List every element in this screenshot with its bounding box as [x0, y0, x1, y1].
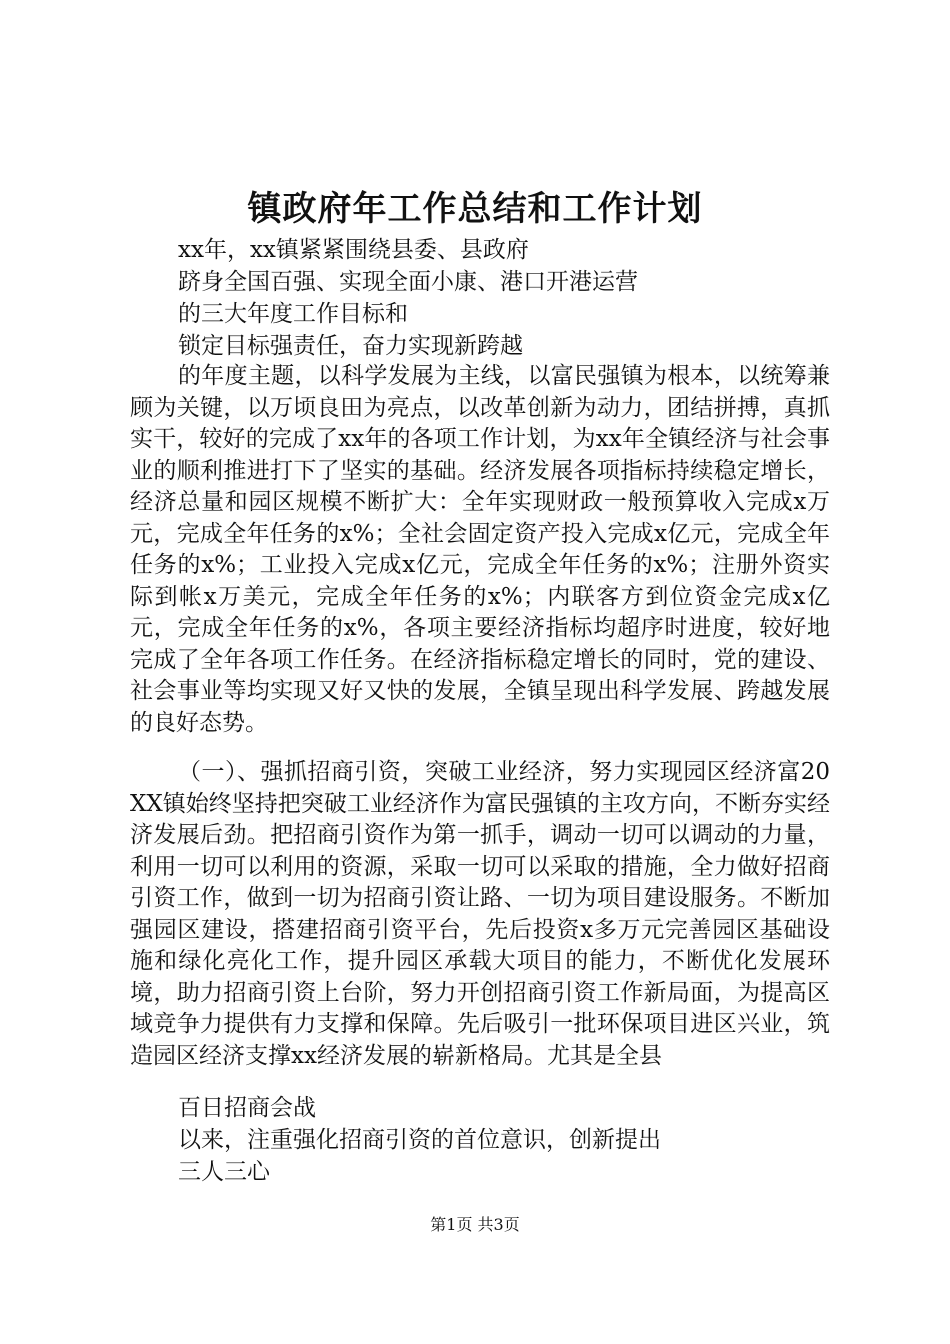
document-title: 镇政府年工作总结和工作计划 [247, 189, 703, 229]
closing-line-1: 百日招商会战 [178, 1095, 316, 1121]
intro-line-1: xx年，xx镇紧紧围绕县委、县政府 [178, 237, 529, 263]
closing-line-2: 以来，注重强化招商引资的首位意识，创新提出 [178, 1127, 661, 1153]
page-number: 第1页 共3页 [430, 1215, 520, 1234]
body-paragraph-1: 的年度主题，以科学发展为主线，以富民强镇为根本，以统筹兼顾为关键，以万顷良田为亮点，以改革创新为动力，团结拼搏，真抓实干，较好的完成了xx年的各项工作计划，为xx年全镇经济与社会事业的顺利推进打下了坚实的基础。经济发展各项指标持续稳定增长，经济总量和园区规模不断扩大：全年实现财政一般预算收入完成x万元，完成全年任务的x%；全社会固定资产投入完成x亿元，完成全年任务的x%；工业投入完成x亿元，完成全年任务的x%；注册外资实际到帐x万美元，完成全年任务的x%；内联客方到位资金完成x亿元，完成全年任务的x%，各项主要经济指标均超序时进度，较好地完成了全年各项工作任务。在经济指标稳定增长的同时，党的建设、社会事业等均实现又好又快的发展，全镇呈现出科学发展、跨越发展的良好态势。 [130, 363, 830, 736]
closing-line-3: 三人三心 [178, 1159, 270, 1185]
intro-line-2: 跻身全国百强、实现全面小康、港口开港运营 [178, 269, 638, 295]
intro-line-4: 锁定目标强责任，奋力实现新跨越 [178, 333, 523, 359]
body-paragraph-2: （一）、强抓招商引资，突破工业经济，努力实现园区经济富20XX镇始终坚持把突破工业经济作为富民强镇的主攻方向，不断夯实经济发展后劲。把招商引资作为第一抓手，调动一切可以调动的力量，利用一切可以利用的资源，采取一切可以采取的措施，全力做好招商引资工作，做到一切为招商引资让路、一切为项目建设服务。不断加强园区建设，搭建招商引资平台，先后投资x多万元完善园区基础设施和绿化亮化工作，提升园区承载大项目的能力，不断优化发展环境，助力招商引资上台阶，努力开创招商引资工作新局面，为提高区域竞争力提供有力支撑和保障。先后吸引一批环保项目进区兴业，筑造园区经济支撑xx经济发展的崭新格局。尤其是全县 [130, 759, 830, 1069]
intro-line-3: 的三大年度工作目标和 [178, 301, 408, 327]
